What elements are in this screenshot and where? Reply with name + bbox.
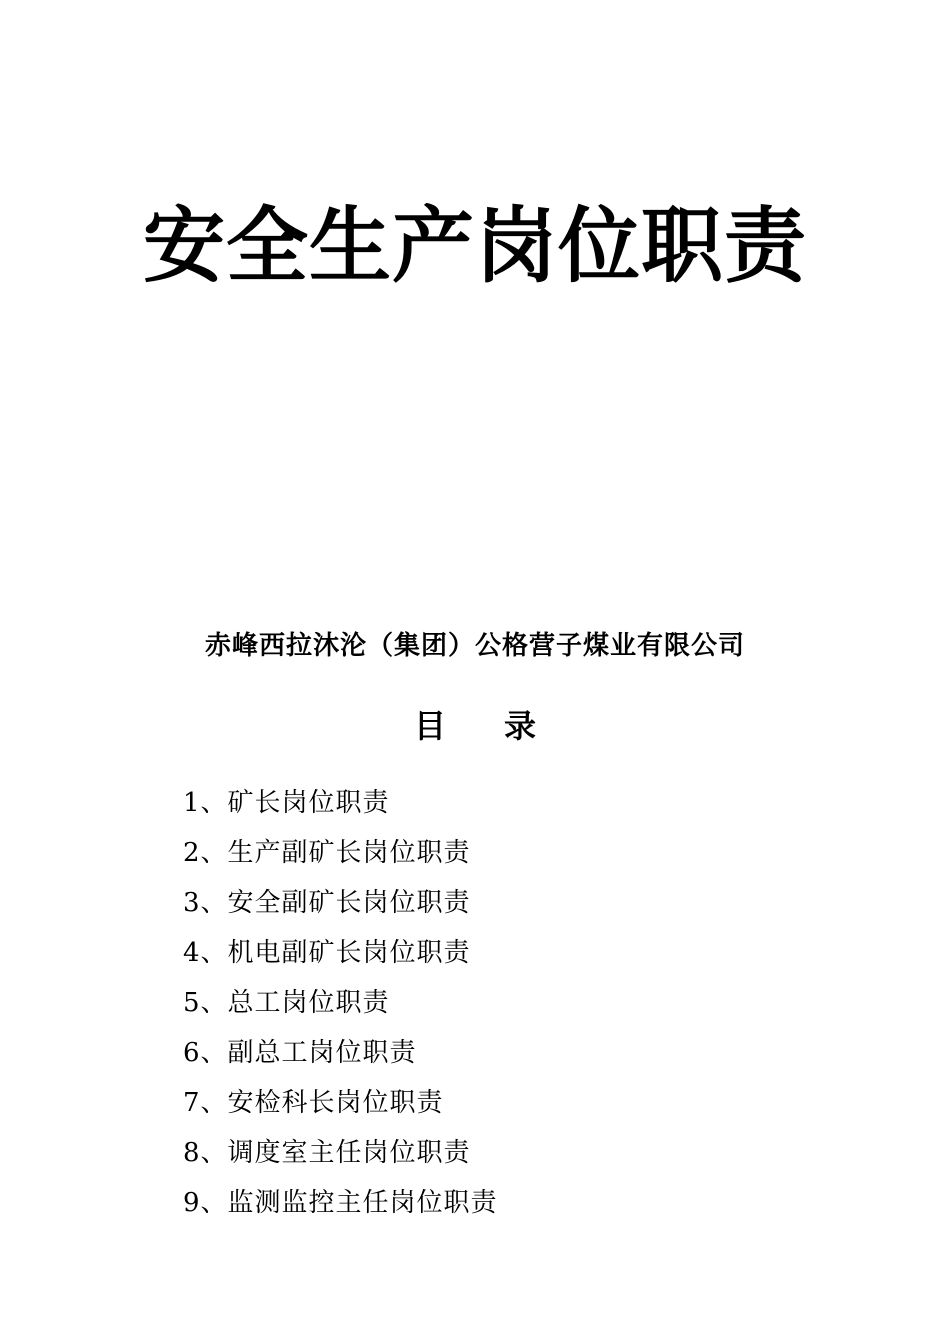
document-title: 安全生产岗位职责 (142, 198, 807, 294)
toc-item: 4、机电副矿长岗位职责 (183, 938, 471, 968)
toc-heading-right: 录 (504, 707, 537, 745)
toc-list (183, 778, 498, 1228)
toc-item: 5、总工岗位职责 (183, 988, 390, 1018)
toc-item: 7、安检科长岗位职责 (183, 1088, 444, 1118)
company-name: 赤峰西拉沐沦（集团）公格营子煤业有限公司 (204, 631, 745, 661)
toc-heading (0, 704, 950, 748)
toc-item: 9、监测监控主任岗位职责 (183, 1188, 498, 1218)
toc-item: 6、副总工岗位职责 (183, 1038, 417, 1068)
toc-heading-left: 目 (413, 707, 446, 745)
toc-item: 3、安全副矿长岗位职责 (183, 888, 471, 918)
toc-item: 2、生产副矿长岗位职责 (183, 838, 471, 868)
toc-item: 1、矿长岗位职责 (183, 788, 390, 818)
toc-item: 8、调度室主任岗位职责 (183, 1138, 471, 1168)
